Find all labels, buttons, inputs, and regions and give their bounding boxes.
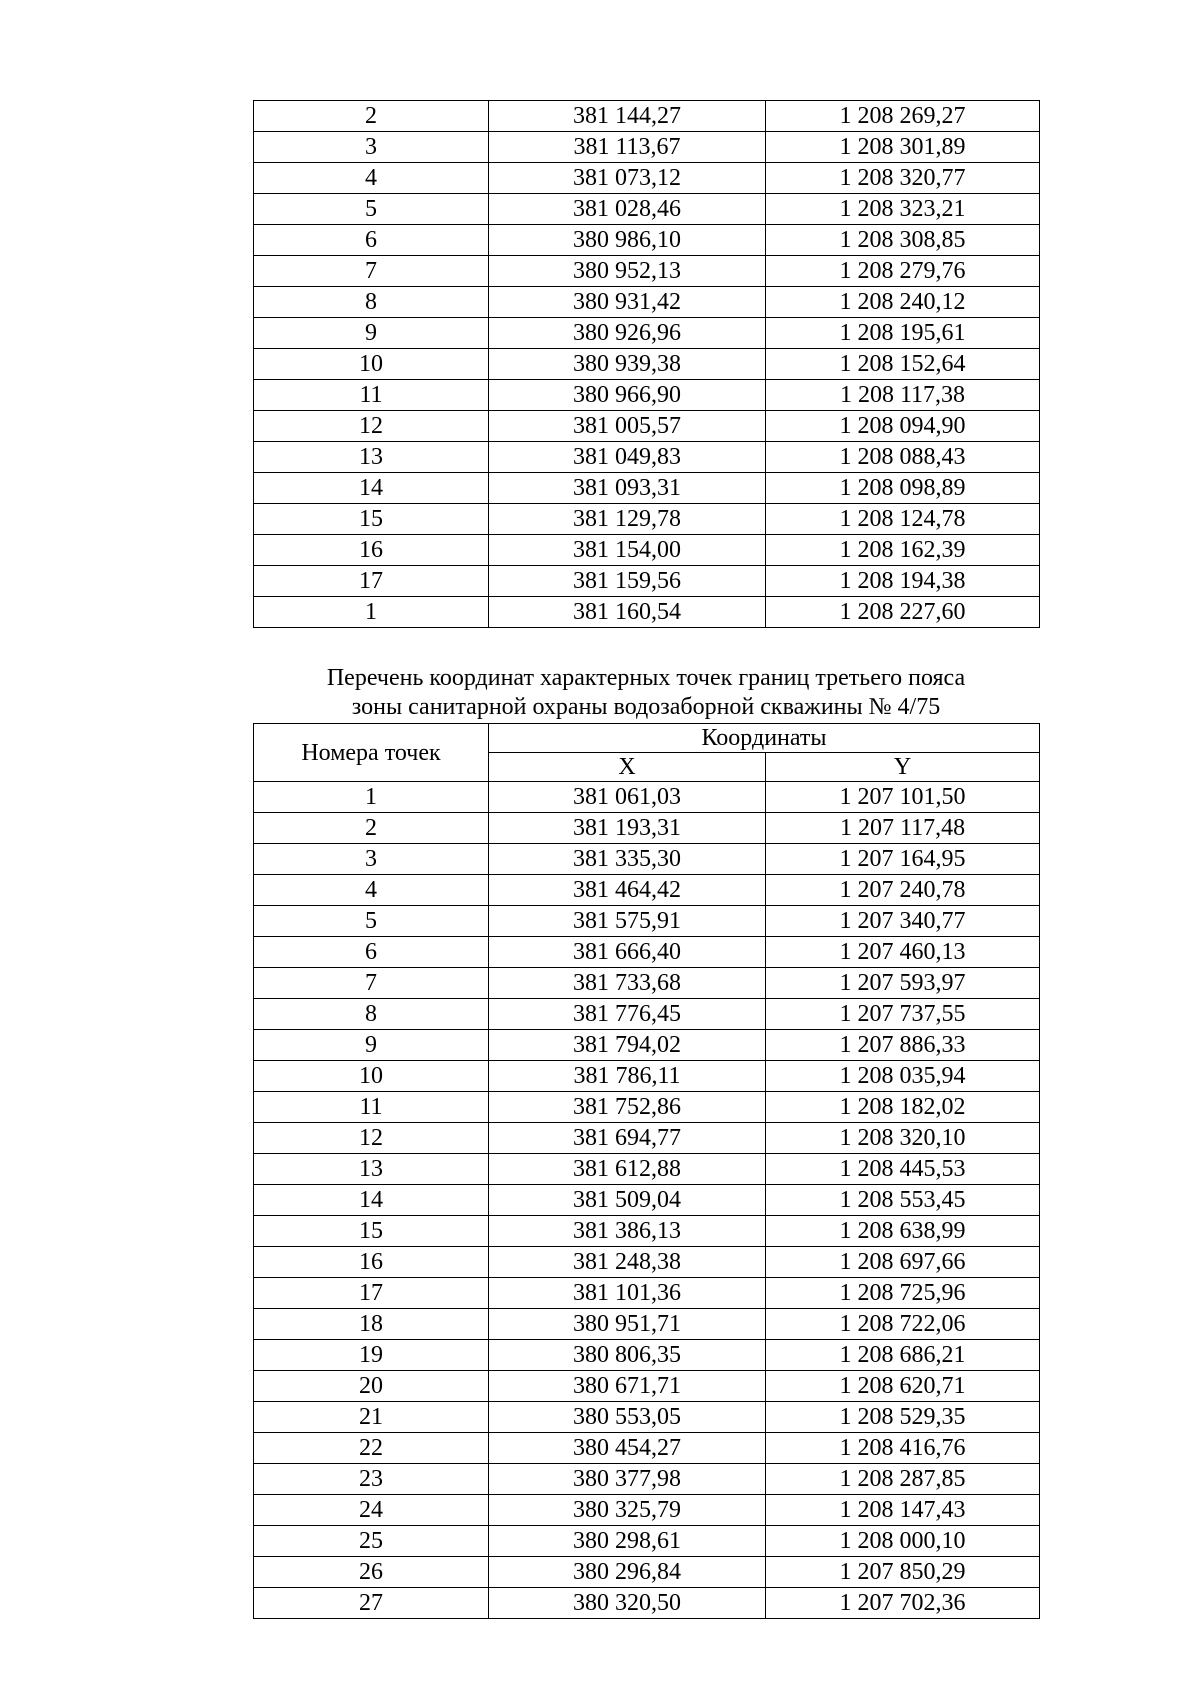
y-coordinate-cell: 1 208 117,38	[766, 380, 1040, 411]
point-number-cell: 27	[254, 1588, 489, 1619]
x-coordinate-cell: 381 093,31	[489, 473, 766, 504]
header-x: X	[489, 753, 766, 782]
point-number-cell: 17	[254, 566, 489, 597]
table-row	[254, 813, 1040, 844]
table-row	[254, 844, 1040, 875]
point-number-cell: 15	[254, 504, 489, 535]
table-row	[254, 411, 1040, 442]
table-row	[254, 225, 1040, 256]
table-row	[254, 1464, 1040, 1495]
point-number-cell: 16	[254, 1247, 489, 1278]
x-coordinate-cell: 380 951,71	[489, 1309, 766, 1340]
x-coordinate-cell: 381 464,42	[489, 875, 766, 906]
header-points: Номера точек	[254, 724, 489, 782]
y-coordinate-cell: 1 207 117,48	[766, 813, 1040, 844]
x-coordinate-cell: 380 454,27	[489, 1433, 766, 1464]
y-coordinate-cell: 1 207 101,50	[766, 782, 1040, 813]
table-body	[254, 782, 1040, 1619]
y-coordinate-cell: 1 207 460,13	[766, 937, 1040, 968]
y-coordinate-cell: 1 208 416,76	[766, 1433, 1040, 1464]
table-row	[254, 968, 1040, 999]
x-coordinate-cell: 381 113,67	[489, 132, 766, 163]
x-coordinate-cell: 380 298,61	[489, 1526, 766, 1557]
point-number-cell: 11	[254, 1092, 489, 1123]
x-coordinate-cell: 380 671,71	[489, 1371, 766, 1402]
table-row	[254, 782, 1040, 813]
x-coordinate-cell: 381 154,00	[489, 535, 766, 566]
x-coordinate-cell: 381 061,03	[489, 782, 766, 813]
table-row	[254, 1309, 1040, 1340]
x-coordinate-cell: 381 028,46	[489, 194, 766, 225]
point-number-cell: 3	[254, 132, 489, 163]
table-row	[254, 1371, 1040, 1402]
y-coordinate-cell: 1 208 182,02	[766, 1092, 1040, 1123]
point-number-cell: 13	[254, 442, 489, 473]
y-coordinate-cell: 1 208 195,61	[766, 318, 1040, 349]
x-coordinate-cell: 380 966,90	[489, 380, 766, 411]
point-number-cell: 25	[254, 1526, 489, 1557]
point-number-cell: 12	[254, 411, 489, 442]
point-number-cell: 2	[254, 101, 489, 132]
y-coordinate-cell: 1 208 240,12	[766, 287, 1040, 318]
y-coordinate-cell: 1 208 287,85	[766, 1464, 1040, 1495]
caption-line-2: зоны санитарной охраны водозаборной скважины № 4/75	[351, 694, 941, 720]
table-row	[254, 163, 1040, 194]
table-row	[254, 1092, 1040, 1123]
x-coordinate-cell: 380 553,05	[489, 1402, 766, 1433]
point-number-cell: 21	[254, 1402, 489, 1433]
point-number-cell: 19	[254, 1340, 489, 1371]
y-coordinate-cell: 1 208 320,10	[766, 1123, 1040, 1154]
table-row	[254, 287, 1040, 318]
point-number-cell: 12	[254, 1123, 489, 1154]
table-row	[254, 535, 1040, 566]
header-coordinates: Координаты	[489, 724, 1040, 753]
caption-line-1: Перечень координат характерных точек границ третьего пояса	[326, 665, 966, 691]
table-row	[254, 194, 1040, 225]
x-coordinate-cell: 381 794,02	[489, 1030, 766, 1061]
table-row	[254, 256, 1040, 287]
point-number-cell: 24	[254, 1495, 489, 1526]
y-coordinate-cell: 1 208 620,71	[766, 1371, 1040, 1402]
table-row	[254, 999, 1040, 1030]
y-coordinate-cell: 1 208 722,06	[766, 1309, 1040, 1340]
x-coordinate-cell: 380 806,35	[489, 1340, 766, 1371]
point-number-cell: 20	[254, 1371, 489, 1402]
table-row	[254, 1216, 1040, 1247]
y-coordinate-cell: 1 208 279,76	[766, 256, 1040, 287]
table-row	[254, 1061, 1040, 1092]
table-row	[254, 1154, 1040, 1185]
table-caption	[253, 664, 1039, 722]
y-coordinate-cell: 1 208 308,85	[766, 225, 1040, 256]
x-coordinate-cell: 381 248,38	[489, 1247, 766, 1278]
y-coordinate-cell: 1 208 098,89	[766, 473, 1040, 504]
y-coordinate-cell: 1 207 593,97	[766, 968, 1040, 999]
y-coordinate-cell: 1 208 000,10	[766, 1526, 1040, 1557]
table-row	[254, 380, 1040, 411]
y-coordinate-cell: 1 207 737,55	[766, 999, 1040, 1030]
x-coordinate-cell: 380 939,38	[489, 349, 766, 380]
table-row	[254, 1030, 1040, 1061]
point-number-cell: 7	[254, 968, 489, 999]
x-coordinate-cell: 381 509,04	[489, 1185, 766, 1216]
y-coordinate-cell: 1 208 269,27	[766, 101, 1040, 132]
x-coordinate-cell: 381 335,30	[489, 844, 766, 875]
y-coordinate-cell: 1 207 702,36	[766, 1588, 1040, 1619]
point-number-cell: 7	[254, 256, 489, 287]
table-row	[254, 1340, 1040, 1371]
point-number-cell: 1	[254, 597, 489, 628]
table-row	[254, 101, 1040, 132]
x-coordinate-cell: 381 386,13	[489, 1216, 766, 1247]
y-coordinate-cell: 1 208 124,78	[766, 504, 1040, 535]
point-number-cell: 8	[254, 287, 489, 318]
y-coordinate-cell: 1 208 697,66	[766, 1247, 1040, 1278]
table-row	[254, 504, 1040, 535]
table-row	[254, 1123, 1040, 1154]
point-number-cell: 5	[254, 194, 489, 225]
point-number-cell: 16	[254, 535, 489, 566]
point-number-cell: 9	[254, 318, 489, 349]
point-number-cell: 15	[254, 1216, 489, 1247]
point-number-cell: 18	[254, 1309, 489, 1340]
table-row	[254, 906, 1040, 937]
x-coordinate-cell: 380 926,96	[489, 318, 766, 349]
x-coordinate-cell: 381 694,77	[489, 1123, 766, 1154]
point-number-cell: 2	[254, 813, 489, 844]
point-number-cell: 10	[254, 349, 489, 380]
point-number-cell: 14	[254, 473, 489, 504]
y-coordinate-cell: 1 208 227,60	[766, 597, 1040, 628]
point-number-cell: 10	[254, 1061, 489, 1092]
table-row	[254, 1278, 1040, 1309]
x-coordinate-cell: 380 931,42	[489, 287, 766, 318]
x-coordinate-cell: 381 786,11	[489, 1061, 766, 1092]
y-coordinate-cell: 1 207 164,95	[766, 844, 1040, 875]
header-y: Y	[766, 753, 1040, 782]
y-coordinate-cell: 1 207 886,33	[766, 1030, 1040, 1061]
table-row	[254, 318, 1040, 349]
x-coordinate-cell: 381 752,86	[489, 1092, 766, 1123]
x-coordinate-cell: 381 193,31	[489, 813, 766, 844]
x-coordinate-cell: 381 733,68	[489, 968, 766, 999]
y-coordinate-cell: 1 208 147,43	[766, 1495, 1040, 1526]
table-row	[254, 1495, 1040, 1526]
point-number-cell: 4	[254, 163, 489, 194]
x-coordinate-cell: 380 986,10	[489, 225, 766, 256]
table-row	[254, 1433, 1040, 1464]
x-coordinate-cell: 381 160,54	[489, 597, 766, 628]
x-coordinate-cell: 381 129,78	[489, 504, 766, 535]
point-number-cell: 17	[254, 1278, 489, 1309]
x-coordinate-cell: 381 159,56	[489, 566, 766, 597]
table-row	[254, 1557, 1040, 1588]
table-row	[254, 473, 1040, 504]
x-coordinate-cell: 380 320,50	[489, 1588, 766, 1619]
table-row	[254, 1185, 1040, 1216]
y-coordinate-cell: 1 208 725,96	[766, 1278, 1040, 1309]
point-number-cell: 6	[254, 937, 489, 968]
point-number-cell: 23	[254, 1464, 489, 1495]
table-row	[254, 132, 1040, 163]
table-body	[254, 101, 1040, 628]
coordinates-table-continued	[253, 100, 1040, 628]
point-number-cell: 5	[254, 906, 489, 937]
table-row	[254, 937, 1040, 968]
y-coordinate-cell: 1 208 686,21	[766, 1340, 1040, 1371]
x-coordinate-cell: 380 952,13	[489, 256, 766, 287]
y-coordinate-cell: 1 208 094,90	[766, 411, 1040, 442]
point-number-cell: 9	[254, 1030, 489, 1061]
table-row	[254, 1247, 1040, 1278]
x-coordinate-cell: 381 101,36	[489, 1278, 766, 1309]
y-coordinate-cell: 1 207 850,29	[766, 1557, 1040, 1588]
table-row	[254, 1402, 1040, 1433]
x-coordinate-cell: 380 377,98	[489, 1464, 766, 1495]
table-row	[254, 566, 1040, 597]
coordinates-table-zone3	[253, 723, 1040, 1619]
point-number-cell: 26	[254, 1557, 489, 1588]
y-coordinate-cell: 1 207 340,77	[766, 906, 1040, 937]
x-coordinate-cell: 381 575,91	[489, 906, 766, 937]
point-number-cell: 14	[254, 1185, 489, 1216]
y-coordinate-cell: 1 208 553,45	[766, 1185, 1040, 1216]
x-coordinate-cell: 381 666,40	[489, 937, 766, 968]
y-coordinate-cell: 1 208 162,39	[766, 535, 1040, 566]
x-coordinate-cell: 381 144,27	[489, 101, 766, 132]
point-number-cell: 1	[254, 782, 489, 813]
x-coordinate-cell: 380 296,84	[489, 1557, 766, 1588]
x-coordinate-cell: 381 073,12	[489, 163, 766, 194]
x-coordinate-cell: 380 325,79	[489, 1495, 766, 1526]
point-number-cell: 11	[254, 380, 489, 411]
y-coordinate-cell: 1 208 320,77	[766, 163, 1040, 194]
table-row	[254, 597, 1040, 628]
table-header	[254, 724, 1040, 782]
y-coordinate-cell: 1 208 638,99	[766, 1216, 1040, 1247]
point-number-cell: 13	[254, 1154, 489, 1185]
point-number-cell: 8	[254, 999, 489, 1030]
y-coordinate-cell: 1 208 301,89	[766, 132, 1040, 163]
point-number-cell: 6	[254, 225, 489, 256]
y-coordinate-cell: 1 208 035,94	[766, 1061, 1040, 1092]
y-coordinate-cell: 1 207 240,78	[766, 875, 1040, 906]
table-row	[254, 875, 1040, 906]
table-row	[254, 442, 1040, 473]
y-coordinate-cell: 1 208 194,38	[766, 566, 1040, 597]
table-row	[254, 1588, 1040, 1619]
x-coordinate-cell: 381 612,88	[489, 1154, 766, 1185]
point-number-cell: 22	[254, 1433, 489, 1464]
y-coordinate-cell: 1 208 445,53	[766, 1154, 1040, 1185]
table-row	[254, 349, 1040, 380]
table-row	[254, 1526, 1040, 1557]
y-coordinate-cell: 1 208 529,35	[766, 1402, 1040, 1433]
point-number-cell: 3	[254, 844, 489, 875]
point-number-cell: 4	[254, 875, 489, 906]
y-coordinate-cell: 1 208 088,43	[766, 442, 1040, 473]
y-coordinate-cell: 1 208 152,64	[766, 349, 1040, 380]
y-coordinate-cell: 1 208 323,21	[766, 194, 1040, 225]
x-coordinate-cell: 381 049,83	[489, 442, 766, 473]
x-coordinate-cell: 381 776,45	[489, 999, 766, 1030]
x-coordinate-cell: 381 005,57	[489, 411, 766, 442]
